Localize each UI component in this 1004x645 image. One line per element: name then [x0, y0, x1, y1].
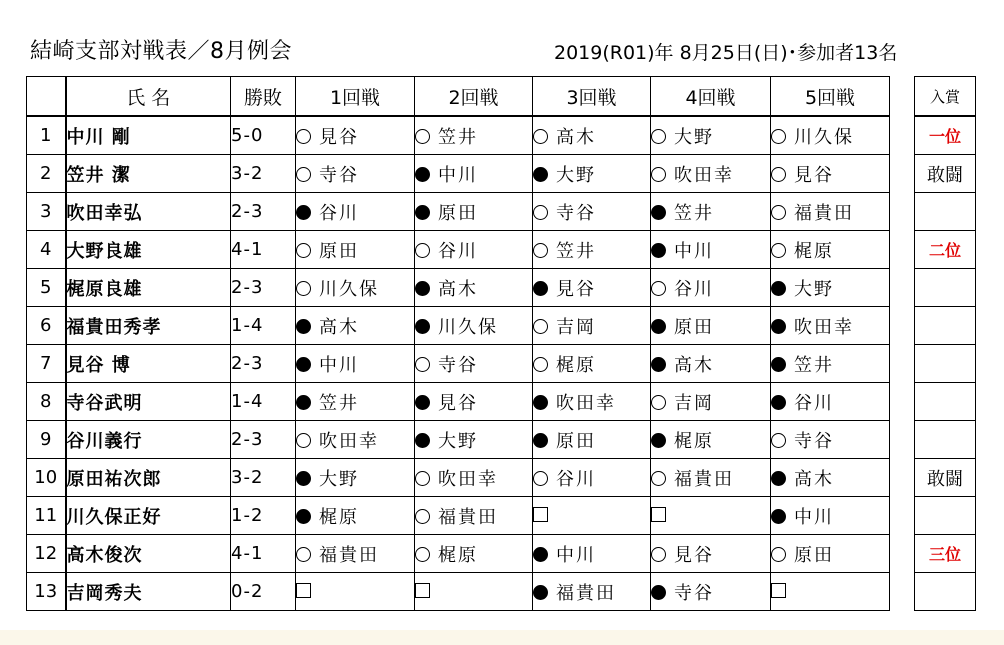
- opponent-name: 福貴田: [794, 202, 854, 224]
- round-2-result: [415, 535, 533, 573]
- round-5-result: [771, 345, 890, 383]
- loss-circle-icon: [533, 433, 548, 448]
- round-2-result: [415, 383, 533, 421]
- player-name: 高木俊次: [66, 535, 231, 573]
- round-1-result: [296, 459, 415, 497]
- round-3-result: [533, 383, 651, 421]
- loss-circle-icon: [533, 281, 548, 296]
- player-record: 3-2: [231, 155, 296, 193]
- table-row: [27, 421, 890, 459]
- award-row: [915, 307, 976, 345]
- round-2-result: [415, 193, 533, 231]
- table-row: [27, 193, 890, 231]
- table-row: [27, 383, 890, 421]
- round-4-result: [651, 345, 771, 383]
- opponent-name: 高木: [794, 468, 834, 490]
- win-circle-icon: [415, 547, 430, 562]
- round-5-result: [771, 269, 890, 307]
- award-header-row: [915, 77, 976, 117]
- opponent-name: 原田: [319, 240, 359, 262]
- win-circle-icon: [651, 395, 666, 410]
- loss-circle-icon: [771, 471, 786, 486]
- round-1-result: [296, 383, 415, 421]
- win-circle-icon: [415, 471, 430, 486]
- award-row: [915, 421, 976, 459]
- opponent-name: 原田: [674, 316, 714, 338]
- opponent-name: 中川: [319, 354, 359, 376]
- opponent-name: 笠井: [674, 202, 714, 224]
- header-round-1: 1回戦: [296, 77, 415, 117]
- loss-circle-icon: [415, 433, 430, 448]
- player-number: 3: [27, 193, 66, 231]
- win-circle-icon: [533, 129, 548, 144]
- win-circle-icon: [296, 547, 311, 562]
- opponent-name: 大野: [556, 164, 596, 186]
- loss-circle-icon: [533, 167, 548, 182]
- round-4-result: [651, 573, 771, 611]
- player-record: 1-2: [231, 497, 296, 535]
- header-round-5: 5回戦: [771, 77, 890, 117]
- sheet-title: 結崎支部対戦表／8月例会: [30, 39, 292, 64]
- loss-circle-icon: [296, 357, 311, 372]
- player-name: 谷川義行: [66, 421, 231, 459]
- player-number: 5: [27, 269, 66, 307]
- award-row: [915, 269, 976, 307]
- round-2-result: [415, 459, 533, 497]
- round-5-result: [771, 116, 890, 155]
- win-circle-icon: [651, 471, 666, 486]
- round-5-result: [771, 459, 890, 497]
- opponent-name: 谷川: [556, 468, 596, 490]
- bottom-strip: [0, 630, 1004, 645]
- header-round-4: 4回戦: [651, 77, 771, 117]
- win-circle-icon: [533, 205, 548, 220]
- opponent-name: 川久保: [319, 278, 379, 300]
- loss-circle-icon: [651, 243, 666, 258]
- loss-circle-icon: [415, 395, 430, 410]
- opponent-name: 見谷: [319, 126, 359, 148]
- opponent-name: 梶原: [674, 430, 714, 452]
- player-name: 吉岡秀夫: [66, 573, 231, 611]
- round-5-result: [771, 231, 890, 269]
- loss-circle-icon: [651, 585, 666, 600]
- player-record: 2-3: [231, 421, 296, 459]
- opponent-name: 梶原: [794, 240, 834, 262]
- player-number: 11: [27, 497, 66, 535]
- opponent-name: 原田: [794, 544, 834, 566]
- results-table: [26, 76, 890, 611]
- opponent-name: 吹田幸: [319, 430, 379, 452]
- opponent-name: 中川: [674, 240, 714, 262]
- win-circle-icon: [296, 281, 311, 296]
- award-row: [915, 383, 976, 421]
- win-circle-icon: [771, 129, 786, 144]
- round-2-result: [415, 497, 533, 535]
- player-name: 笠井 潔: [66, 155, 231, 193]
- round-4-result: [651, 497, 771, 535]
- round-2-result: [415, 421, 533, 459]
- player-number: 1: [27, 116, 66, 155]
- round-2-result: [415, 345, 533, 383]
- win-circle-icon: [651, 129, 666, 144]
- round-4-result: [651, 535, 771, 573]
- opponent-name: 福貴田: [438, 506, 498, 528]
- win-circle-icon: [533, 357, 548, 372]
- table-row: [27, 573, 890, 611]
- win-circle-icon: [415, 243, 430, 258]
- award-row: [915, 193, 976, 231]
- opponent-name: 大野: [438, 430, 478, 452]
- header-score: 勝敗: [231, 77, 296, 117]
- award-cell: [915, 421, 976, 459]
- opponent-name: 中川: [556, 544, 596, 566]
- player-record: 1-4: [231, 307, 296, 345]
- round-3-result: [533, 269, 651, 307]
- opponent-name: 中川: [438, 164, 478, 186]
- loss-circle-icon: [651, 319, 666, 334]
- event-date-info: 2019(R01)年 8月25日(日)･参加者13名: [554, 42, 898, 64]
- player-number: 7: [27, 345, 66, 383]
- loss-circle-icon: [651, 205, 666, 220]
- win-circle-icon: [533, 243, 548, 258]
- loss-circle-icon: [415, 281, 430, 296]
- opponent-name: 高木: [556, 126, 596, 148]
- opponent-name: 高木: [319, 316, 359, 338]
- round-3-result: [533, 459, 651, 497]
- player-name: 大野良雄: [66, 231, 231, 269]
- player-record: 2-3: [231, 269, 296, 307]
- round-5-result: [771, 573, 890, 611]
- win-circle-icon: [771, 205, 786, 220]
- loss-circle-icon: [771, 319, 786, 334]
- round-3-result: [533, 231, 651, 269]
- loss-circle-icon: [296, 205, 311, 220]
- header-award: 入賞: [915, 77, 976, 117]
- player-name: 中川 剛: [66, 116, 231, 155]
- round-5-result: [771, 497, 890, 535]
- round-5-result: [771, 535, 890, 573]
- round-5-result: [771, 193, 890, 231]
- default-square-icon: [415, 583, 430, 598]
- loss-circle-icon: [771, 509, 786, 524]
- player-name: 吹田幸弘: [66, 193, 231, 231]
- player-record: 2-3: [231, 345, 296, 383]
- player-name: 梶原良雄: [66, 269, 231, 307]
- award-row: [915, 345, 976, 383]
- round-4-result: [651, 231, 771, 269]
- opponent-name: 梶原: [319, 506, 359, 528]
- round-1-result: [296, 345, 415, 383]
- opponent-name: 笠井: [556, 240, 596, 262]
- win-circle-icon: [415, 357, 430, 372]
- round-4-result: [651, 155, 771, 193]
- win-circle-icon: [296, 243, 311, 258]
- opponent-name: 寺谷: [556, 202, 596, 224]
- opponent-name: 見谷: [794, 164, 834, 186]
- win-circle-icon: [651, 167, 666, 182]
- award-cell: 敢闘: [915, 155, 976, 193]
- opponent-name: 原田: [438, 202, 478, 224]
- opponent-name: 中川: [794, 506, 834, 528]
- win-circle-icon: [415, 509, 430, 524]
- win-circle-icon: [771, 433, 786, 448]
- player-record: 3-2: [231, 459, 296, 497]
- award-cell: [915, 269, 976, 307]
- opponent-name: 川久保: [438, 316, 498, 338]
- award-cell: 三位: [915, 535, 976, 573]
- loss-circle-icon: [415, 205, 430, 220]
- round-5-result: [771, 421, 890, 459]
- table-row: [27, 231, 890, 269]
- round-3-result: [533, 116, 651, 155]
- loss-circle-icon: [415, 319, 430, 334]
- loss-circle-icon: [415, 167, 430, 182]
- opponent-name: 吹田幸: [794, 316, 854, 338]
- default-square-icon: [651, 507, 666, 522]
- award-row: [915, 231, 976, 269]
- round-5-result: [771, 383, 890, 421]
- award-row: [915, 535, 976, 573]
- opponent-name: 福貴田: [674, 468, 734, 490]
- round-1-result: [296, 269, 415, 307]
- player-record: 4-1: [231, 231, 296, 269]
- player-name: 見谷 博: [66, 345, 231, 383]
- round-4-result: [651, 307, 771, 345]
- opponent-name: 高木: [674, 354, 714, 376]
- round-3-result: [533, 345, 651, 383]
- header-name: 氏 名: [66, 77, 231, 117]
- header-number: [27, 77, 66, 117]
- opponent-name: 福貴田: [319, 544, 379, 566]
- loss-circle-icon: [296, 395, 311, 410]
- round-1-result: [296, 573, 415, 611]
- opponent-name: 見谷: [674, 544, 714, 566]
- round-3-result: [533, 155, 651, 193]
- win-circle-icon: [533, 471, 548, 486]
- round-2-result: [415, 231, 533, 269]
- loss-circle-icon: [771, 357, 786, 372]
- opponent-name: 梶原: [556, 354, 596, 376]
- opponent-name: 大野: [674, 126, 714, 148]
- award-row: [915, 155, 976, 193]
- round-3-result: [533, 497, 651, 535]
- round-1-result: [296, 497, 415, 535]
- win-circle-icon: [296, 129, 311, 144]
- table-row: [27, 497, 890, 535]
- award-cell: 敢闘: [915, 459, 976, 497]
- loss-circle-icon: [533, 585, 548, 600]
- award-cell: [915, 497, 976, 535]
- award-row: [915, 116, 976, 155]
- round-2-result: [415, 573, 533, 611]
- opponent-name: 見谷: [556, 278, 596, 300]
- win-circle-icon: [771, 243, 786, 258]
- loss-circle-icon: [771, 281, 786, 296]
- win-circle-icon: [651, 281, 666, 296]
- table-row: [27, 155, 890, 193]
- player-record: 5-0: [231, 116, 296, 155]
- win-circle-icon: [296, 433, 311, 448]
- opponent-name: 原田: [556, 430, 596, 452]
- round-3-result: [533, 307, 651, 345]
- opponent-name: 大野: [319, 468, 359, 490]
- award-cell: [915, 573, 976, 611]
- loss-circle-icon: [296, 319, 311, 334]
- default-square-icon: [771, 583, 786, 598]
- round-2-result: [415, 116, 533, 155]
- opponent-name: 見谷: [438, 392, 478, 414]
- opponent-name: 寺谷: [319, 164, 359, 186]
- opponent-name: 笠井: [794, 354, 834, 376]
- header-round-2: 2回戦: [415, 77, 533, 117]
- opponent-name: 吹田幸: [438, 468, 498, 490]
- award-cell: [915, 307, 976, 345]
- round-1-result: [296, 307, 415, 345]
- round-4-result: [651, 383, 771, 421]
- round-3-result: [533, 573, 651, 611]
- opponent-name: 吹田幸: [674, 164, 734, 186]
- opponent-name: 川久保: [794, 126, 854, 148]
- player-record: 2-3: [231, 193, 296, 231]
- loss-circle-icon: [296, 509, 311, 524]
- player-number: 12: [27, 535, 66, 573]
- opponent-name: 笠井: [438, 126, 478, 148]
- player-number: 10: [27, 459, 66, 497]
- opponent-name: 寺谷: [438, 354, 478, 376]
- table-row: [27, 269, 890, 307]
- win-circle-icon: [415, 129, 430, 144]
- award-row: [915, 459, 976, 497]
- loss-circle-icon: [533, 547, 548, 562]
- opponent-name: 吉岡: [556, 316, 596, 338]
- player-number: 9: [27, 421, 66, 459]
- loss-circle-icon: [651, 357, 666, 372]
- player-name: 川久保正好: [66, 497, 231, 535]
- round-2-result: [415, 155, 533, 193]
- player-number: 2: [27, 155, 66, 193]
- award-cell: [915, 345, 976, 383]
- player-record: 0-2: [231, 573, 296, 611]
- header-round-3: 3回戦: [533, 77, 651, 117]
- win-circle-icon: [296, 167, 311, 182]
- round-4-result: [651, 116, 771, 155]
- opponent-name: 谷川: [319, 202, 359, 224]
- round-2-result: [415, 307, 533, 345]
- table-header-row: [27, 77, 890, 117]
- player-number: 6: [27, 307, 66, 345]
- opponent-name: 吉岡: [674, 392, 714, 414]
- player-number: 4: [27, 231, 66, 269]
- default-square-icon: [533, 507, 548, 522]
- round-4-result: [651, 459, 771, 497]
- round-1-result: [296, 155, 415, 193]
- opponent-name: 谷川: [438, 240, 478, 262]
- win-circle-icon: [533, 319, 548, 334]
- award-cell: 一位: [915, 116, 976, 155]
- round-4-result: [651, 269, 771, 307]
- opponent-name: 谷川: [794, 392, 834, 414]
- round-4-result: [651, 193, 771, 231]
- table-row: [27, 307, 890, 345]
- opponent-name: 福貴田: [556, 582, 616, 604]
- award-cell: [915, 383, 976, 421]
- loss-circle-icon: [651, 433, 666, 448]
- win-circle-icon: [651, 547, 666, 562]
- award-row: [915, 497, 976, 535]
- default-square-icon: [296, 583, 311, 598]
- loss-circle-icon: [533, 395, 548, 410]
- opponent-name: 吹田幸: [556, 392, 616, 414]
- round-3-result: [533, 535, 651, 573]
- opponent-name: 梶原: [438, 544, 478, 566]
- player-name: 寺谷武明: [66, 383, 231, 421]
- player-record: 1-4: [231, 383, 296, 421]
- opponent-name: 大野: [794, 278, 834, 300]
- round-3-result: [533, 421, 651, 459]
- round-1-result: [296, 535, 415, 573]
- table-row: [27, 116, 890, 155]
- player-name: 原田祐次郎: [66, 459, 231, 497]
- round-1-result: [296, 116, 415, 155]
- round-4-result: [651, 421, 771, 459]
- table-row: [27, 459, 890, 497]
- win-circle-icon: [771, 547, 786, 562]
- table-row: [27, 345, 890, 383]
- win-circle-icon: [771, 167, 786, 182]
- opponent-name: 寺谷: [674, 582, 714, 604]
- table-row: [27, 535, 890, 573]
- award-row: [915, 573, 976, 611]
- loss-circle-icon: [296, 471, 311, 486]
- player-name: 福貴田秀孝: [66, 307, 231, 345]
- opponent-name: 寺谷: [794, 430, 834, 452]
- award-cell: 二位: [915, 231, 976, 269]
- round-2-result: [415, 269, 533, 307]
- player-number: 13: [27, 573, 66, 611]
- award-table: [914, 76, 976, 611]
- round-1-result: [296, 231, 415, 269]
- round-1-result: [296, 193, 415, 231]
- opponent-name: 谷川: [674, 278, 714, 300]
- round-3-result: [533, 193, 651, 231]
- opponent-name: 笠井: [319, 392, 359, 414]
- round-5-result: [771, 307, 890, 345]
- round-5-result: [771, 155, 890, 193]
- player-number: 8: [27, 383, 66, 421]
- player-record: 4-1: [231, 535, 296, 573]
- loss-circle-icon: [771, 395, 786, 410]
- opponent-name: 高木: [438, 278, 478, 300]
- round-1-result: [296, 421, 415, 459]
- award-cell: [915, 193, 976, 231]
